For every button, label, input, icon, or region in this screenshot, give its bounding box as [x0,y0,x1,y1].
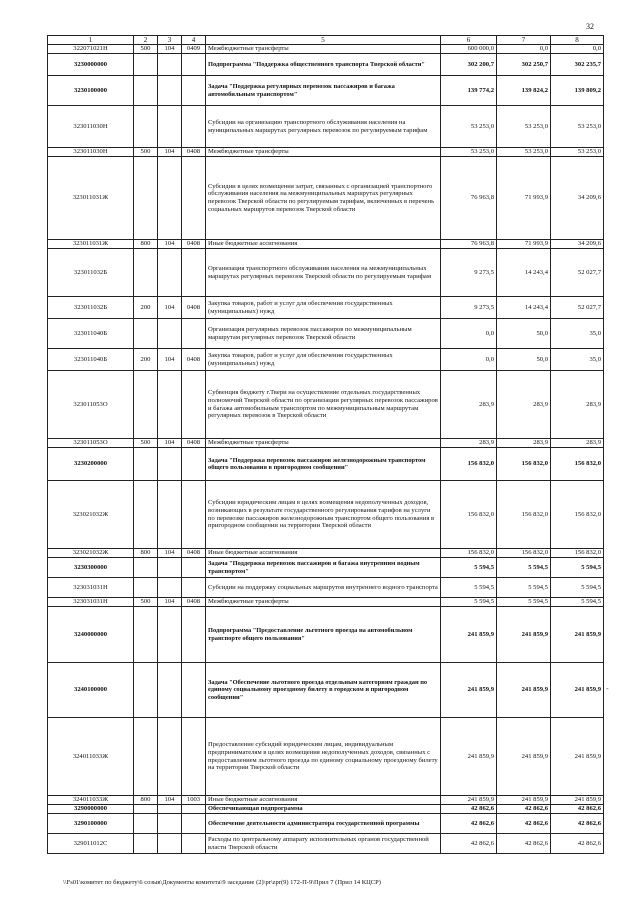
table-row [48,805,604,814]
amount-year1-cell: 5 594,5 [441,558,497,578]
item-name-cell: Межбюджетные трансферты [206,148,441,157]
subsection-cell [182,54,206,76]
page-number: 32 [586,22,594,31]
amount-year1-cell: 0,0 [441,349,497,371]
amount-year1-cell: 5 594,5 [441,578,497,598]
item-name-cell: Межбюджетные трансферты [206,45,441,54]
margin-mark: - [606,684,609,693]
item-name-cell: Задача "Обеспечение льготного проезда отдельным категориям граждан по единому социальному проездному билету в городском и пригородном сообщении" [206,663,441,718]
amount-year3-cell: 42 862,6 [551,805,604,814]
column-header: 2 [134,36,158,45]
classification-code-cell: 322071021Н [48,45,134,54]
amount-year2-cell: 42 862,6 [497,834,551,854]
subsection-cell: 0408 [182,240,206,249]
classification-code-cell: 3230200000 [48,448,134,481]
subsection-cell [182,607,206,663]
amount-year2-cell: 53 253,0 [497,106,551,148]
column-header: 6 [441,36,497,45]
table-row [48,106,604,148]
amount-year2-cell: 241 859,9 [497,607,551,663]
section-cell [158,371,182,439]
column-header: 4 [182,36,206,45]
expense-type-cell [134,578,158,598]
table-row [48,76,604,106]
expense-type-cell [134,157,158,240]
section-cell: 104 [158,439,182,448]
amount-year2-cell: 71 993,9 [497,240,551,249]
amount-year1-cell: 156 832,0 [441,549,497,558]
amount-year2-cell: 42 862,6 [497,805,551,814]
section-cell [158,607,182,663]
item-name-cell: Организация регулярных перевозок пассажиров по межмуниципальным маршрутам регулярных перевозок Тверской области [206,319,441,349]
amount-year2-cell: 71 993,9 [497,157,551,240]
amount-year3-cell: 42 862,6 [551,814,604,834]
expense-type-cell: 800 [134,796,158,805]
amount-year3-cell: 42 862,6 [551,834,604,854]
table-row [48,349,604,371]
classification-code-cell: 323011031Ж [48,240,134,249]
section-cell: 104 [158,549,182,558]
table-row [48,371,604,439]
amount-year3-cell: 35,0 [551,349,604,371]
classification-code-cell: 323011053О [48,439,134,448]
amount-year2-cell: 241 859,9 [497,663,551,718]
item-name-cell: Иные бюджетные ассигнования [206,796,441,805]
table-row [48,558,604,578]
section-cell [158,448,182,481]
table-row [48,439,604,448]
expense-type-cell: 500 [134,598,158,607]
section-cell: 104 [158,148,182,157]
subsection-cell [182,106,206,148]
classification-code-cell: 3240100000 [48,663,134,718]
subsection-cell: 0408 [182,297,206,319]
budget-table [47,35,604,854]
amount-year1-cell: 283,9 [441,439,497,448]
expense-type-cell [134,106,158,148]
subsection-cell [182,663,206,718]
section-cell [158,249,182,297]
amount-year3-cell: 52 027,7 [551,297,604,319]
table-header-row [48,36,604,45]
amount-year1-cell: 5 594,5 [441,598,497,607]
section-cell [158,76,182,106]
section-cell [158,578,182,598]
table-row [48,54,604,76]
amount-year1-cell: 241 859,9 [441,663,497,718]
amount-year3-cell: 5 594,5 [551,598,604,607]
section-cell [158,663,182,718]
subsection-cell [182,834,206,854]
expense-type-cell: 800 [134,549,158,558]
amount-year1-cell: 42 862,6 [441,834,497,854]
item-name-cell: Расходы по центральному аппарату исполнительных органов государственной власти Тверской области [206,834,441,854]
amount-year3-cell: 241 859,9 [551,796,604,805]
section-cell [158,319,182,349]
section-cell [158,805,182,814]
subsection-cell: 0408 [182,349,206,371]
classification-code-cell: 323011040Б [48,319,134,349]
classification-code-cell: 3230300000 [48,558,134,578]
item-name-cell: Субсидии в целях возмещения затрат, связанных с организацией транспортного обслуживания населения на межмуниципальных маршрутах регулярных перевозок Тверской области по регулируемым тарифам, включенных в перечень социальных маршрутов перевозок Тверской области [206,157,441,240]
section-cell [158,106,182,148]
subsection-cell [182,481,206,549]
classification-code-cell: 323021032Ж [48,549,134,558]
amount-year1-cell: 241 859,9 [441,718,497,796]
expense-type-cell [134,319,158,349]
amount-year1-cell: 156 832,0 [441,448,497,481]
table-row [48,578,604,598]
subsection-cell: 0408 [182,598,206,607]
amount-year1-cell: 600 000,0 [441,45,497,54]
table-row [48,297,604,319]
subsection-cell [182,76,206,106]
classification-code-cell: 323021032Ж [48,481,134,549]
table-row [48,549,604,558]
expense-type-cell [134,448,158,481]
subsection-cell [182,157,206,240]
amount-year1-cell: 9 273,5 [441,249,497,297]
classification-code-cell: 324011033Ж [48,796,134,805]
amount-year3-cell: 156 832,0 [551,481,604,549]
amount-year3-cell: 156 832,0 [551,549,604,558]
expense-type-cell: 500 [134,45,158,54]
subsection-cell: 0409 [182,45,206,54]
amount-year2-cell: 5 594,5 [497,558,551,578]
classification-code-cell: 323011053О [48,371,134,439]
subsection-cell [182,319,206,349]
item-name-cell: Организация транспортного обслуживания населения на межмуниципальных маршрутах регулярных перевозок Тверской области по регулируемым тарифам [206,249,441,297]
amount-year2-cell: 0,0 [497,45,551,54]
amount-year1-cell: 0,0 [441,319,497,349]
amount-year3-cell: 5 594,5 [551,578,604,598]
expense-type-cell [134,607,158,663]
item-name-cell: Предоставление субсидий юридическим лицам, индивидуальным предпринимателям в целях возмещения недополученных доходов, связанных с предоставлением льготного проезда по единому социальному проездному билету на территории Тверской области [206,718,441,796]
expense-type-cell [134,805,158,814]
classification-code-cell: 3290000000 [48,805,134,814]
expense-type-cell [134,54,158,76]
subsection-cell [182,805,206,814]
section-cell [158,54,182,76]
column-header: 7 [497,36,551,45]
section-cell [158,814,182,834]
column-header: 8 [551,36,604,45]
subsection-cell: 1003 [182,796,206,805]
section-cell: 104 [158,598,182,607]
amount-year3-cell: 53 253,0 [551,148,604,157]
table-row [48,448,604,481]
classification-code-cell: 323031031Н [48,598,134,607]
amount-year1-cell: 156 832,0 [441,481,497,549]
table-row [48,814,604,834]
amount-year1-cell: 139 774,2 [441,76,497,106]
classification-code-cell: 3290100000 [48,814,134,834]
amount-year2-cell: 241 859,9 [497,796,551,805]
subsection-cell [182,371,206,439]
amount-year2-cell: 50,0 [497,349,551,371]
amount-year2-cell: 5 594,5 [497,598,551,607]
section-cell [158,558,182,578]
table-row [48,834,604,854]
classification-code-cell: 323011031Ж [48,157,134,240]
subsection-cell [182,814,206,834]
amount-year3-cell: 139 809,2 [551,76,604,106]
classification-code-cell: 3230100000 [48,76,134,106]
column-header: 5 [206,36,441,45]
subsection-cell: 0408 [182,439,206,448]
amount-year1-cell: 76 963,8 [441,157,497,240]
item-name-cell: Закупка товаров, работ и услуг для обеспечения государственных (муниципальных) нужд [206,297,441,319]
amount-year2-cell: 283,9 [497,439,551,448]
expense-type-cell [134,371,158,439]
table-row [48,718,604,796]
classification-code-cell: 323011032Б [48,297,134,319]
section-cell: 104 [158,297,182,319]
item-name-cell: Субсидии юридическим лицам в целях возмещения недополученных доходов, возникающих в результате государственного регулирования тарифов на услуги по перевозке пассажиров железнодорожным транспортом общего пользования в пригородном сообщении на территории Тверской области [206,481,441,549]
amount-year1-cell: 76 963,8 [441,240,497,249]
item-name-cell: Подпрограмма "Предоставление льготного проезда на автомобильном транспорте общего пользования" [206,607,441,663]
section-cell: 104 [158,240,182,249]
table-row [48,598,604,607]
subsection-cell [182,448,206,481]
amount-year2-cell: 14 243,4 [497,249,551,297]
amount-year1-cell: 9 273,5 [441,297,497,319]
classification-code-cell: 323011030Н [48,106,134,148]
table-row [48,607,604,663]
section-cell: 104 [158,45,182,54]
amount-year1-cell: 302 200,7 [441,54,497,76]
amount-year3-cell: 302 235,7 [551,54,604,76]
column-header: 1 [48,36,134,45]
amount-year3-cell: 5 594,5 [551,558,604,578]
amount-year3-cell: 53 253,0 [551,106,604,148]
amount-year1-cell: 53 253,0 [441,148,497,157]
table-row [48,319,604,349]
subsection-cell [182,558,206,578]
expense-type-cell [134,663,158,718]
amount-year2-cell: 53 253,0 [497,148,551,157]
amount-year2-cell: 156 832,0 [497,448,551,481]
expense-type-cell [134,814,158,834]
amount-year1-cell: 53 253,0 [441,106,497,148]
amount-year2-cell: 5 594,5 [497,578,551,598]
section-cell [158,718,182,796]
table-row [48,240,604,249]
amount-year3-cell: 241 859,9 [551,718,604,796]
amount-year2-cell: 14 243,4 [497,297,551,319]
table-body [48,45,604,854]
amount-year3-cell: 283,9 [551,439,604,448]
amount-year2-cell: 50,0 [497,319,551,349]
section-cell [158,834,182,854]
classification-code-cell: 329011012С [48,834,134,854]
file-path-footer: \\Fs01\комитет по бюджету\6 созыв\Документы комитета\9 заседание (2)\pr\zpr(9) 172-П-9\Прил 7 (Прил 14 КЦСР) [63,879,381,886]
amount-year2-cell: 42 862,6 [497,814,551,834]
section-cell [158,481,182,549]
item-name-cell: Иные бюджетные ассигнования [206,240,441,249]
classification-code-cell: 323031031Н [48,578,134,598]
item-name-cell: Межбюджетные трансферты [206,598,441,607]
item-name-cell: Подпрограмма "Поддержка общественного транспорта Тверской области" [206,54,441,76]
subsection-cell: 0408 [182,549,206,558]
item-name-cell: Обеспечение деятельности администратора государственной программы [206,814,441,834]
item-name-cell: Субсидии на поддержку социальных маршрутов внутреннего водного транспорта [206,578,441,598]
section-cell: 104 [158,796,182,805]
item-name-cell: Субвенция бюджету г.Твери на осуществление отдельных государственных полномочий Тверской области по организации регулярных перевозок пассажиров и багажа автомобильным транспортом по межмуниципальным маршрутам регулярных перевозок в Тверской области [206,371,441,439]
amount-year2-cell: 302 250,7 [497,54,551,76]
amount-year1-cell: 241 859,9 [441,796,497,805]
classification-code-cell: 323011040Б [48,349,134,371]
amount-year3-cell: 34 209,6 [551,240,604,249]
item-name-cell: Межбюджетные трансферты [206,439,441,448]
table-row [48,148,604,157]
item-name-cell: Обеспечивающая подпрограмма [206,805,441,814]
expense-type-cell [134,718,158,796]
amount-year3-cell: 0,0 [551,45,604,54]
amount-year3-cell: 35,0 [551,319,604,349]
subsection-cell [182,718,206,796]
item-name-cell: Задача "Поддержка перевозок пассажиров и багажа внутренним водным транспортом" [206,558,441,578]
table-row [48,249,604,297]
amount-year2-cell: 283,9 [497,371,551,439]
amount-year3-cell: 34 209,6 [551,157,604,240]
subsection-cell: 0408 [182,148,206,157]
column-header: 3 [158,36,182,45]
amount-year2-cell: 139 824,2 [497,76,551,106]
amount-year2-cell: 241 859,9 [497,718,551,796]
expense-type-cell: 500 [134,148,158,157]
classification-code-cell: 3240000000 [48,607,134,663]
amount-year2-cell: 156 832,0 [497,481,551,549]
expense-type-cell: 800 [134,240,158,249]
expense-type-cell: 200 [134,297,158,319]
amount-year3-cell: 52 027,7 [551,249,604,297]
amount-year1-cell: 283,9 [441,371,497,439]
amount-year2-cell: 156 832,0 [497,549,551,558]
classification-code-cell: 323011032Б [48,249,134,297]
amount-year1-cell: 241 859,9 [441,607,497,663]
classification-code-cell: 324011033Ж [48,718,134,796]
item-name-cell: Закупка товаров, работ и услуг для обеспечения государственных (муниципальных) нужд [206,349,441,371]
section-cell: 104 [158,349,182,371]
expense-type-cell [134,558,158,578]
table-row [48,796,604,805]
subsection-cell [182,578,206,598]
classification-code-cell: 3230000000 [48,54,134,76]
expense-type-cell: 200 [134,349,158,371]
item-name-cell: Субсидии на организацию транспортного обслуживания населения на муниципальных маршрутах регулярных перевозок по регулируемым тарифам [206,106,441,148]
subsection-cell [182,249,206,297]
table-row [48,663,604,718]
item-name-cell: Иные бюджетные ассигнования [206,549,441,558]
amount-year3-cell: 241 859,9 [551,663,604,718]
amount-year1-cell: 42 862,6 [441,814,497,834]
item-name-cell: Задача "Поддержка перевозок пассажиров железнодорожным транспортом общего пользования в пригородном сообщении" [206,448,441,481]
table-row [48,45,604,54]
item-name-cell: Задача "Поддержка регулярных перевозок пассажиров и багажа автомобильным транспортом" [206,76,441,106]
section-cell [158,157,182,240]
expense-type-cell [134,76,158,106]
expense-type-cell [134,834,158,854]
amount-year3-cell: 283,9 [551,371,604,439]
expense-type-cell: 500 [134,439,158,448]
table-row [48,157,604,240]
classification-code-cell: 323011030Н [48,148,134,157]
amount-year3-cell: 241 859,9 [551,607,604,663]
expense-type-cell [134,249,158,297]
amount-year1-cell: 42 862,6 [441,805,497,814]
amount-year3-cell: 156 832,0 [551,448,604,481]
table-row [48,481,604,549]
expense-type-cell [134,481,158,549]
